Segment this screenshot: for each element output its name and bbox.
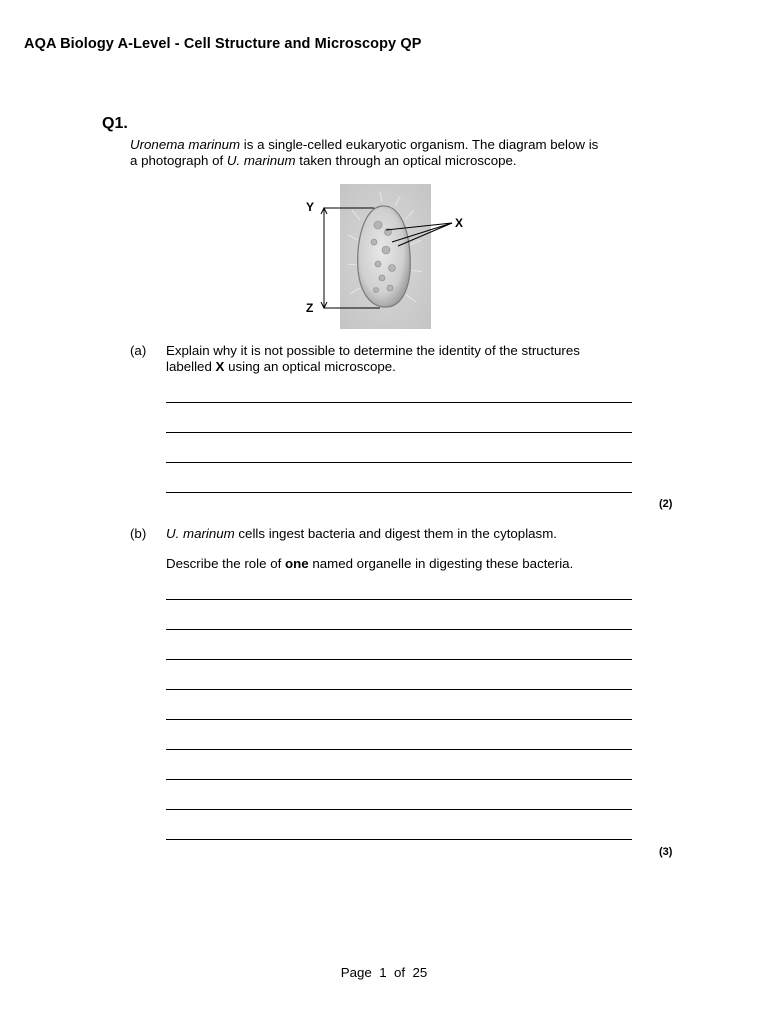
part-a-line-2-start: labelled — [166, 359, 216, 374]
part-a-line-2-end: using an optical microscope. — [224, 359, 396, 374]
part-b-line-1-text: cells ingest bacteria and digest them in the cytoplasm. — [234, 526, 557, 541]
intro-line-1-text: is a single-celled eukaryotic organism. The diagram below is — [240, 137, 599, 152]
question-number: Q1. — [102, 115, 128, 132]
part-b-line-2-end: named organelle in digesting these bacteria. — [308, 556, 574, 571]
part-a-answer-line-1[interactable] — [166, 402, 632, 403]
part-b-bold-one: one — [285, 556, 309, 571]
document-header-title: AQA Biology A-Level - Cell Structure and Microscopy QP — [24, 36, 422, 52]
part-a-label: (a) — [130, 343, 147, 358]
part-a-marks: (2) — [659, 498, 673, 510]
part-a-line-1: Explain why it is not possible to determine the identity of the structures — [166, 343, 580, 358]
part-b-answer-line-4[interactable] — [166, 689, 632, 690]
footer-page-number: 1 — [379, 965, 387, 980]
part-b-line-2 — [166, 556, 636, 572]
part-b-answer-line-6[interactable] — [166, 749, 632, 750]
part-a-answer-line-4[interactable] — [166, 492, 632, 493]
part-b-answer-line-3[interactable] — [166, 659, 632, 660]
cell-body — [358, 206, 411, 307]
intro-line-1 — [130, 137, 670, 153]
label-z: Z — [306, 301, 314, 315]
intro-line-2-start: a photograph of — [130, 153, 227, 168]
footer-of-word: of — [393, 965, 406, 980]
micrograph-figure — [300, 180, 480, 332]
part-b-answer-line-7[interactable] — [166, 779, 632, 780]
part-a-answer-line-2[interactable] — [166, 432, 632, 433]
part-b-answer-line-2[interactable] — [166, 629, 632, 630]
part-a-question — [166, 343, 636, 375]
part-b-answer-line-8[interactable] — [166, 809, 632, 810]
part-b-line-2-start: Describe the role of — [166, 556, 285, 571]
part-b-marks: (3) — [659, 846, 673, 858]
part-b-label: (b) — [130, 526, 147, 541]
part-b-answer-line-5[interactable] — [166, 719, 632, 720]
label-x: X — [455, 216, 464, 230]
footer-page-total: 25 — [412, 965, 428, 980]
part-b-answer-line-1[interactable] — [166, 599, 632, 600]
page-footer — [0, 965, 768, 980]
part-b-species: U. marinum — [166, 526, 235, 541]
part-b-line-1 — [166, 526, 636, 542]
intro-line-2-end: taken through an optical microscope. — [295, 153, 517, 168]
footer-page-word: Page — [340, 965, 372, 980]
part-a-line-2 — [166, 359, 636, 375]
part-a-bold-x: X — [215, 359, 225, 374]
part-b-answer-line-9[interactable] — [166, 839, 632, 840]
label-y: Y — [306, 200, 315, 214]
species-short-name: U. marinum — [226, 153, 296, 168]
question-intro — [130, 137, 670, 169]
intro-line-2 — [130, 153, 670, 169]
part-a-answer-line-3[interactable] — [166, 462, 632, 463]
species-name: Uronema marinum — [130, 137, 241, 152]
